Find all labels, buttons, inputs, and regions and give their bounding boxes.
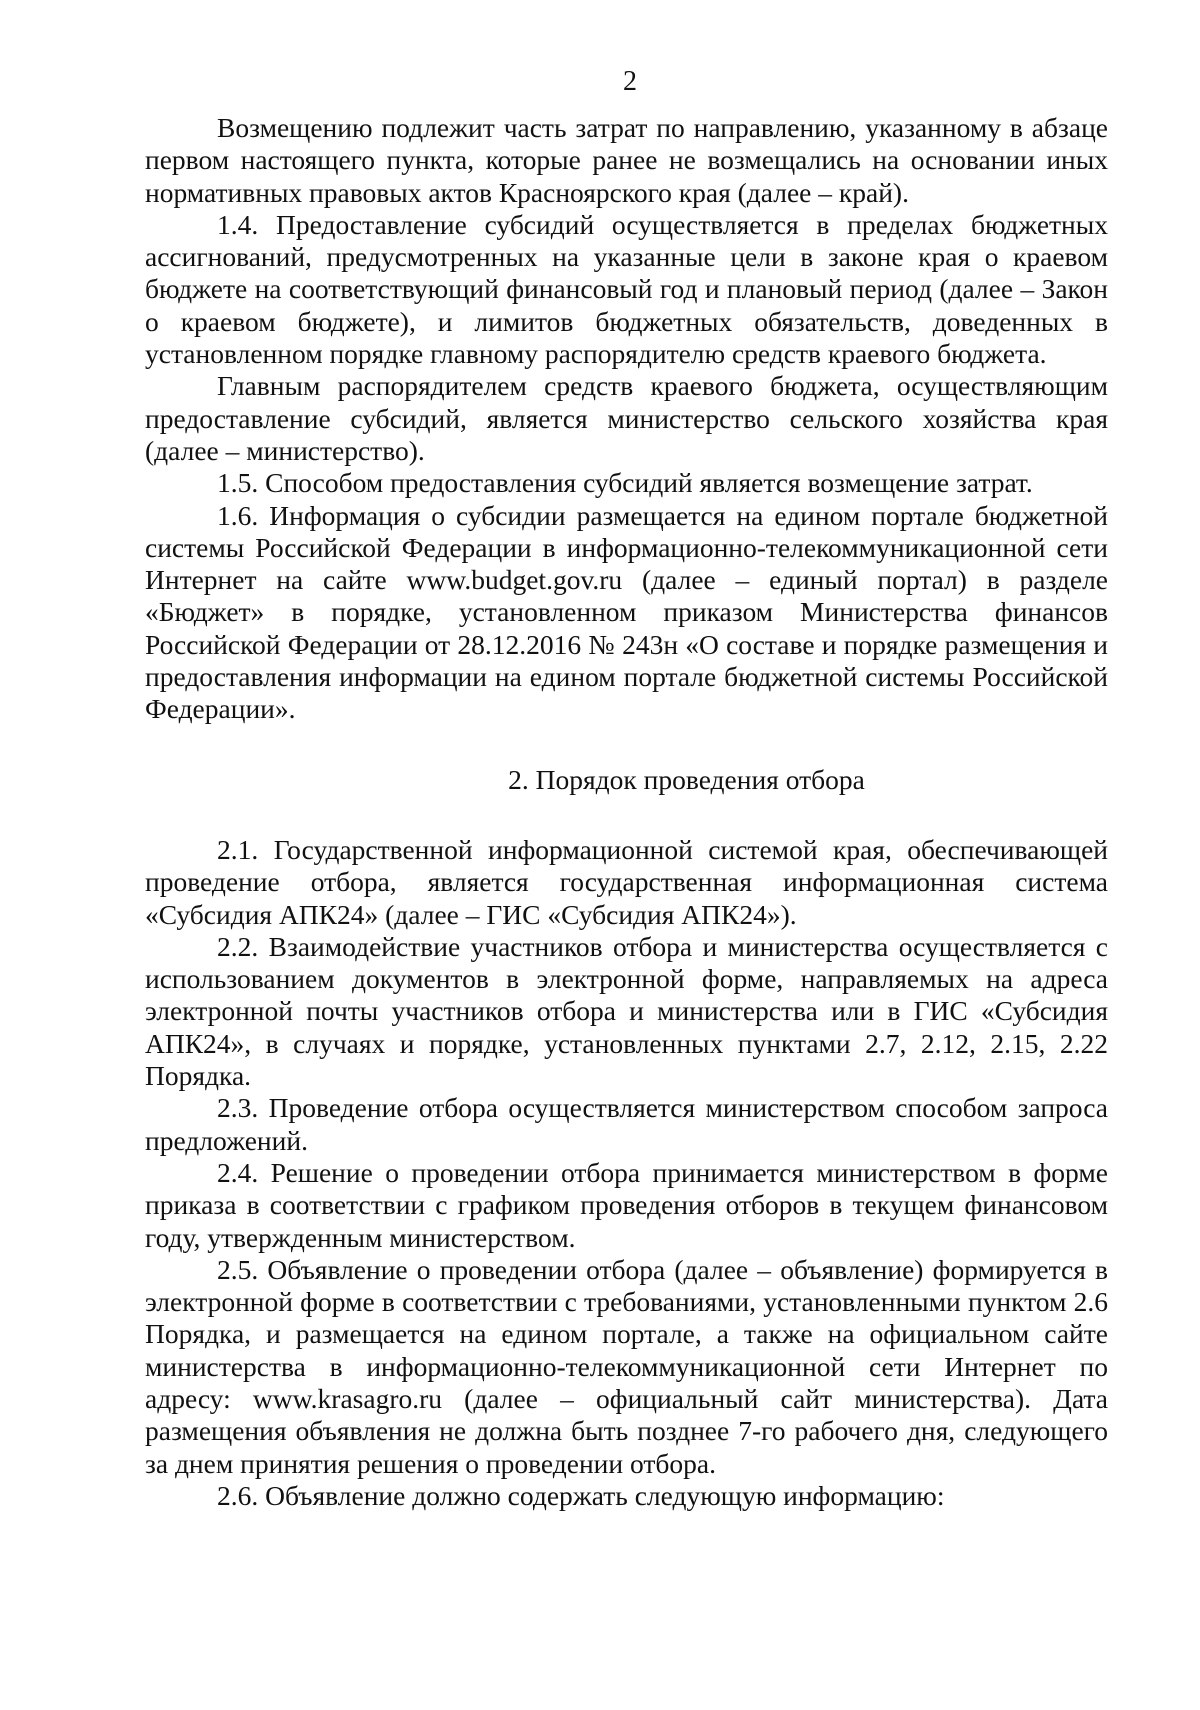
- paragraph: Главным распорядителем средств краевого бюджета, осуществляющим предоставление субсидий, является министерство сельского хозяйства края (далее – министерство).: [145, 370, 1108, 466]
- paragraph: 1.6. Информация о субсидии размещается на едином портале бюджетной системы Российской Федерации в информационно-телекоммуникационной сети Интернет на сайте www.budget.gov.ru (далее – единый портал) в разделе «Бюджет» в порядке, установленном приказом Министерства финансов Российской Федерации от 28.12.2016 № 243н «О составе и порядке размещения и предоставления информации на едином портале бюджетной системы Российской Федерации».: [145, 499, 1108, 725]
- paragraph: 2.5. Объявление о проведении отбора (далее – объявление) формируется в электронной форме в соответствии с требованиями, установленными пунктом 2.6 Порядка, и размещается на едином портале, а также на официальном сайте министерства в информационно-телекоммуникационной сети Интернет по адресу: www.krasagro.ru (далее – официальный сайт министерства). Дата размещения объявления не должна быть позднее 7-го рабочего дня, следующего за днем принятия решения о проведении отбора.: [145, 1253, 1108, 1479]
- paragraph: Возмещению подлежит часть затрат по направлению, указанному в абзаце первом настоящего пункта, которые ранее не возмещались на основании иных нормативных правовых актов Красноярского края (далее – край).: [145, 112, 1108, 208]
- document-body: [145, 112, 1108, 1512]
- paragraph: 1.4. Предоставление субсидий осуществляется в пределах бюджетных ассигнований, предусмотренных на указанные цели в законе края о краевом бюджете на соответствующий финансовый год и плановый период (далее – Закон о краевом бюджете), и лимитов бюджетных обязательств, доведенных в установленном порядке главному распорядителю средств краевого бюджета.: [145, 208, 1108, 370]
- paragraph: 2.1. Государственной информационной системой края, обеспечивающей проведение отбора, является государственная информационная система «Субсидия АПК24» (далее – ГИС «Субсидия АПК24»).: [145, 833, 1108, 930]
- paragraph: 1.5. Способом предоставления субсидий является возмещение затрат.: [217, 467, 1033, 499]
- paragraph: 2.2. Взаимодействие участников отбора и министерства осуществляется с использованием документов в электронной форме, направляемых на адреса электронной почты участников отбора и министерства или в ГИС «Субсидия АПК24», в случаях и порядке, установленных пунктами 2.7, 2.12, 2.15, 2.22 Порядка.: [145, 930, 1108, 1092]
- paragraph: 2.4. Решение о проведении отбора принимается министерством в форме приказа в соответствии с графиком проведения отборов в текущем финансовом году, утвержденным министерством.: [145, 1156, 1108, 1253]
- page-number: 2: [623, 66, 637, 97]
- paragraph: 2.6. Объявление должно содержать следующую информацию:: [217, 1479, 945, 1511]
- paragraph: 2.3. Проведение отбора осуществляется министерством способом запроса предложений.: [145, 1092, 1108, 1156]
- section-heading: 2. Порядок проведения отбора: [508, 763, 865, 795]
